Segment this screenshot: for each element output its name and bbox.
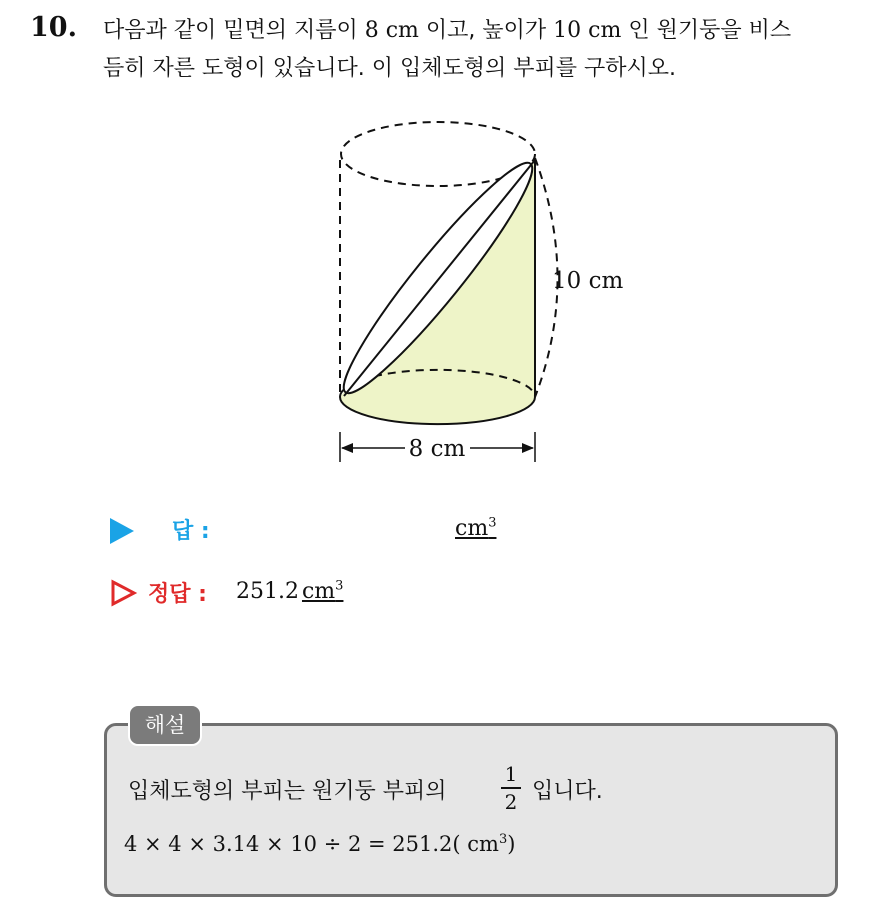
correct-answer-value — [236, 579, 343, 604]
outline-triangle-icon — [110, 579, 138, 607]
question-line-2: 듬히 자른 도형이 있습니다. 이 입체도형의 부피를 구하시오. — [103, 56, 676, 81]
question-text-part: 인 원기둥을 비스 — [621, 18, 792, 43]
answer-row — [110, 514, 610, 550]
height-label: 10 cm — [552, 268, 624, 294]
diameter-label: 8 cm — [408, 436, 466, 462]
fraction-one-half — [501, 762, 521, 814]
question-text-part: 다음과 같이 밑면의 지름이 — [103, 18, 365, 43]
calculation-end: ) — [507, 832, 516, 856]
unit-exponent: 3 — [488, 515, 497, 531]
explanation-line-2 — [124, 832, 515, 856]
calculation-text: 4 × 4 × 3.14 × 10 ÷ 2 = 251.2( cm — [124, 832, 499, 856]
explanation-text-before: 입체도형의 부피는 원기둥 부피의 — [128, 779, 447, 804]
height-value: 10 cm — [553, 18, 622, 43]
answer-unit[interactable] — [455, 516, 496, 541]
fraction-bar — [501, 787, 521, 789]
unit-exponent: 3 — [335, 578, 344, 594]
answer-label: 답 : — [172, 519, 210, 544]
arrow-right-icon — [522, 443, 534, 453]
filled-triangle-icon — [110, 518, 134, 544]
unit-text: cm — [455, 516, 489, 541]
unit-text: cm — [301, 579, 336, 604]
correct-number: 251.2 — [236, 579, 299, 604]
question-text-part: 이고, 높이가 — [418, 18, 554, 43]
diameter-value: 8 cm — [364, 18, 419, 43]
explanation-text-after: 입니다. — [532, 779, 603, 804]
correct-unit — [302, 579, 343, 604]
explanation-tag: 해설 — [128, 704, 202, 746]
fraction-numerator: 1 — [504, 762, 518, 786]
correct-answer-row — [110, 577, 610, 613]
correct-answer-label: 정답 : — [148, 582, 207, 607]
fraction-denominator: 2 — [504, 790, 518, 814]
calculation-exponent: 3 — [498, 832, 508, 847]
arrow-left-icon — [341, 443, 353, 453]
question-number: 10. — [30, 12, 77, 43]
explanation-line-1 — [128, 762, 728, 822]
